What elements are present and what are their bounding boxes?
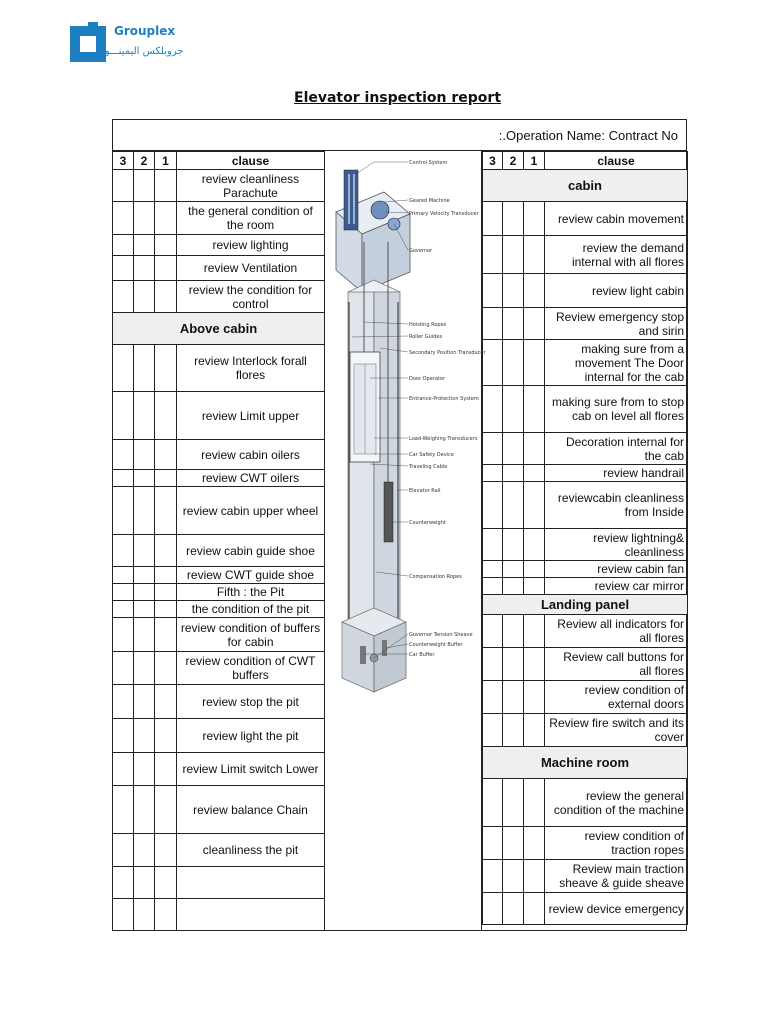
rating-cell-3[interactable] — [113, 786, 134, 834]
rating-cell-1[interactable] — [524, 681, 545, 714]
left-clause-text: review CWT guide shoe — [177, 567, 325, 584]
label-geared-machine: Geared Machine — [409, 198, 450, 204]
right-row — [483, 747, 688, 779]
cabinet-detail — [353, 174, 355, 224]
right-row — [483, 714, 688, 747]
rating-cell-3[interactable] — [483, 482, 503, 529]
rating-cell-2[interactable] — [134, 440, 155, 470]
left-row — [113, 584, 325, 601]
col-1-header: 1 — [155, 152, 177, 170]
rating-cell-1[interactable] — [524, 714, 545, 747]
rating-cell-3[interactable] — [483, 860, 503, 893]
rating-cell-2[interactable] — [134, 487, 155, 535]
label-tension-sheave: Governor Tension Sheave — [409, 632, 473, 638]
right-row — [483, 827, 688, 860]
rating-cell-1[interactable] — [155, 753, 177, 786]
label-control-system: Control System — [409, 160, 448, 166]
right-clause-text: review device emergency — [545, 893, 688, 925]
right-row — [483, 308, 688, 340]
left-row — [113, 202, 325, 235]
label-hoisting-ropes: Hoisting Ropes — [409, 322, 447, 328]
rating-cell-1[interactable] — [155, 834, 177, 867]
rating-cell-3[interactable] — [113, 281, 134, 313]
right-row — [483, 615, 688, 648]
rating-cell-1[interactable] — [155, 202, 177, 235]
rating-cell-1[interactable] — [155, 440, 177, 470]
rating-cell-2[interactable] — [503, 827, 524, 860]
left-row — [113, 281, 325, 313]
rating-cell-2[interactable] — [134, 256, 155, 281]
right-clause-table — [482, 151, 688, 925]
label-velocity-transducer: Primary Velocity Transducer — [409, 211, 479, 217]
rating-cell-2[interactable] — [134, 567, 155, 584]
operation-row — [112, 119, 687, 151]
rating-cell-3[interactable] — [113, 256, 134, 281]
rating-cell-1[interactable] — [155, 652, 177, 685]
rating-cell-3[interactable] — [483, 529, 503, 561]
rating-cell-2[interactable] — [134, 170, 155, 202]
rating-cell-1[interactable] — [524, 482, 545, 529]
label-door-operator: Door Operator — [409, 376, 445, 382]
col-2-header: 2 — [503, 152, 524, 170]
rating-cell-2[interactable] — [134, 584, 155, 601]
rating-cell-3[interactable] — [483, 615, 503, 648]
rating-cell-2[interactable] — [503, 433, 524, 465]
label-position-transducer: Secondary Position Transducer — [409, 350, 486, 356]
rating-cell-3[interactable] — [113, 345, 134, 392]
rating-cell-3[interactable] — [483, 236, 503, 274]
left-clause-text: review light the pit — [177, 719, 325, 753]
rating-cell-2[interactable] — [134, 899, 155, 931]
right-section-header: Landing panel — [483, 595, 688, 615]
label-car-buffer: Car Buffer — [409, 652, 435, 658]
left-row — [113, 440, 325, 470]
operation-label: :.Operation Name: Contract No — [498, 127, 678, 143]
left-row — [113, 256, 325, 281]
rating-cell-3[interactable] — [483, 893, 503, 925]
left-header-row — [113, 152, 325, 170]
left-clause-text: review cabin upper wheel — [177, 487, 325, 535]
rating-cell-1[interactable] — [155, 470, 177, 487]
left-clause-text — [177, 899, 325, 931]
rating-cell-2[interactable] — [134, 470, 155, 487]
rating-cell-3[interactable] — [113, 235, 134, 256]
right-clause-text: Review emergency stop and sirin — [545, 308, 688, 340]
right-row — [483, 595, 688, 615]
right-clause-text: review lightning& cleanliness — [545, 529, 688, 561]
rating-cell-2[interactable] — [503, 860, 524, 893]
left-clause-text: review CWT oilers — [177, 470, 325, 487]
rating-cell-3[interactable] — [483, 681, 503, 714]
rating-cell-1[interactable] — [524, 615, 545, 648]
left-clause-text: review Ventilation — [177, 256, 325, 281]
rating-cell-2[interactable] — [134, 202, 155, 235]
rating-cell-1[interactable] — [155, 281, 177, 313]
rating-cell-1[interactable] — [155, 170, 177, 202]
clause-header: clause — [545, 152, 688, 170]
rating-cell-1[interactable] — [155, 567, 177, 584]
left-clause-text: review Limit upper — [177, 392, 325, 440]
rating-cell-3[interactable] — [483, 648, 503, 681]
right-clause-text: reviewcabin cleanliness from Inside — [545, 482, 688, 529]
left-clause-text: review condition of buffers for cabin — [177, 618, 325, 652]
rating-cell-1[interactable] — [524, 340, 545, 386]
rating-cell-3[interactable] — [113, 170, 134, 202]
right-clause-text: Review all indicators for all flores — [545, 615, 688, 648]
rating-cell-2[interactable] — [134, 786, 155, 834]
rating-cell-1[interactable] — [155, 345, 177, 392]
right-row — [483, 779, 688, 827]
left-row — [113, 392, 325, 440]
rating-cell-1[interactable] — [524, 433, 545, 465]
rating-cell-3[interactable] — [483, 274, 503, 308]
rating-cell-3[interactable] — [483, 561, 503, 578]
rating-cell-2[interactable] — [503, 893, 524, 925]
right-row — [483, 170, 688, 202]
rating-cell-1[interactable] — [155, 899, 177, 931]
left-clause-text: review condition of CWT buffers — [177, 652, 325, 685]
right-clause-text: review the demand internal with all flores — [545, 236, 688, 274]
rating-cell-1[interactable] — [524, 860, 545, 893]
right-row — [483, 648, 688, 681]
rating-cell-1[interactable] — [524, 779, 545, 827]
rating-cell-2[interactable] — [503, 578, 524, 595]
right-clause-text: review light cabin — [545, 274, 688, 308]
left-row — [113, 487, 325, 535]
right-clause-text: review condition of external doors — [545, 681, 688, 714]
rating-cell-1[interactable] — [155, 685, 177, 719]
rating-cell-1[interactable] — [524, 827, 545, 860]
rating-cell-2[interactable] — [503, 274, 524, 308]
left-row — [113, 899, 325, 931]
label-counterweight: Counterweight — [409, 520, 446, 526]
rating-cell-1[interactable] — [524, 236, 545, 274]
right-section-header: cabin — [483, 170, 688, 202]
right-row — [483, 860, 688, 893]
label-traveling-cable: Traveling Cable — [409, 464, 448, 470]
label-compensation-ropes: Compensation Ropes — [409, 574, 462, 580]
right-clause-text: Decoration internal for the cab — [545, 433, 688, 465]
rating-cell-3[interactable] — [483, 308, 503, 340]
label-load-weighing: Load-Weighing Transducers — [409, 436, 478, 442]
rating-cell-2[interactable] — [134, 535, 155, 567]
left-clause-text: review the condition for control — [177, 281, 325, 313]
control-cabinet-shape — [344, 170, 358, 230]
left-clause-text: review cabin oilers — [177, 440, 325, 470]
rating-cell-2[interactable] — [134, 601, 155, 618]
logo-name-en: Grouplex — [114, 24, 176, 38]
right-clause-text: making sure from to stop cab on level all flores — [545, 386, 688, 433]
left-row — [113, 313, 325, 345]
rating-cell-2[interactable] — [503, 236, 524, 274]
rating-cell-2[interactable] — [503, 529, 524, 561]
rating-cell-3[interactable] — [483, 779, 503, 827]
col-2-header: 2 — [134, 152, 155, 170]
rating-cell-1[interactable] — [524, 386, 545, 433]
left-clause-text — [177, 867, 325, 899]
left-clause-text: cleanliness the pit — [177, 834, 325, 867]
rating-cell-3[interactable] — [113, 487, 134, 535]
rating-cell-2[interactable] — [503, 648, 524, 681]
rating-cell-3[interactable] — [113, 202, 134, 235]
left-row — [113, 685, 325, 719]
rating-cell-3[interactable] — [483, 433, 503, 465]
rating-cell-2[interactable] — [503, 482, 524, 529]
left-clause-text: review stop the pit — [177, 685, 325, 719]
right-clause-text: Review main traction sheave & guide sheave — [545, 860, 688, 893]
left-clause-text: review cleanliness Parachute — [177, 170, 325, 202]
rating-cell-2[interactable] — [503, 561, 524, 578]
col-3-header: 3 — [483, 152, 503, 170]
rating-cell-1[interactable] — [155, 235, 177, 256]
left-clause-table — [112, 151, 325, 931]
rating-cell-2[interactable] — [134, 867, 155, 899]
rating-cell-2[interactable] — [503, 779, 524, 827]
left-section-header: Above cabin — [113, 313, 325, 345]
left-row — [113, 535, 325, 567]
left-clause-text: review balance Chain — [177, 786, 325, 834]
right-section-header: Machine room — [483, 747, 688, 779]
left-row — [113, 170, 325, 202]
rating-cell-3[interactable] — [113, 392, 134, 440]
rating-cell-3[interactable] — [113, 753, 134, 786]
rating-cell-1[interactable] — [524, 465, 545, 482]
elevator-diagram — [334, 152, 486, 712]
rating-cell-3[interactable] — [113, 584, 134, 601]
right-clause-text: Review fire switch and its cover — [545, 714, 688, 747]
left-row — [113, 719, 325, 753]
label-governor: Governor — [409, 248, 433, 254]
rating-cell-2[interactable] — [134, 235, 155, 256]
logo-mark-icon — [70, 20, 110, 66]
left-row — [113, 652, 325, 685]
rating-cell-3[interactable] — [113, 867, 134, 899]
rating-cell-2[interactable] — [134, 719, 155, 753]
rating-cell-3[interactable] — [113, 719, 134, 753]
right-row — [483, 681, 688, 714]
left-clause-text: review Limit switch Lower — [177, 753, 325, 786]
rating-cell-3[interactable] — [113, 567, 134, 584]
right-row — [483, 274, 688, 308]
label-entrance-protection: Entrance-Protection System — [409, 396, 479, 402]
document-title: Elevator inspection report — [294, 90, 502, 106]
rating-cell-3[interactable] — [483, 340, 503, 386]
right-clause-text: review condition of traction ropes — [545, 827, 688, 860]
right-clause-text: Review call buttons for all flores — [545, 648, 688, 681]
rating-cell-1[interactable] — [155, 618, 177, 652]
rating-cell-3[interactable] — [113, 899, 134, 931]
rating-cell-2[interactable] — [503, 714, 524, 747]
rating-cell-2[interactable] — [134, 618, 155, 652]
rating-cell-1[interactable] — [524, 529, 545, 561]
rating-cell-3[interactable] — [113, 618, 134, 652]
rating-cell-3[interactable] — [113, 834, 134, 867]
counterweight-shape — [384, 482, 393, 542]
left-row — [113, 470, 325, 487]
rating-cell-2[interactable] — [503, 386, 524, 433]
rating-cell-1[interactable] — [155, 584, 177, 601]
left-row — [113, 567, 325, 584]
rating-cell-1[interactable] — [524, 893, 545, 925]
rating-cell-1[interactable] — [155, 487, 177, 535]
left-clause-text: Fifth : the Pit — [177, 584, 325, 601]
rating-cell-3[interactable] — [483, 386, 503, 433]
right-row — [483, 202, 688, 236]
rating-cell-2[interactable] — [503, 681, 524, 714]
rating-cell-2[interactable] — [134, 652, 155, 685]
label-car-safety: Car Safety Device — [409, 452, 454, 458]
left-clause-text: review cabin guide shoe — [177, 535, 325, 567]
left-row — [113, 601, 325, 618]
rating-cell-3[interactable] — [113, 685, 134, 719]
right-row — [483, 893, 688, 925]
right-clause-text: review cabin movement — [545, 202, 688, 236]
right-clause-text: making sure from a movement The Door internal for the cab — [545, 340, 688, 386]
col-1-header: 1 — [524, 152, 545, 170]
rating-cell-1[interactable] — [524, 648, 545, 681]
rating-cell-1[interactable] — [524, 561, 545, 578]
right-row — [483, 561, 688, 578]
left-row — [113, 867, 325, 899]
rating-cell-1[interactable] — [155, 256, 177, 281]
logo-name-ar: جروبلكس اليمينـــور — [100, 46, 184, 57]
clause-header: clause — [177, 152, 325, 170]
rating-cell-3[interactable] — [113, 535, 134, 567]
rating-cell-1[interactable] — [155, 535, 177, 567]
rating-cell-2[interactable] — [134, 392, 155, 440]
rating-cell-1[interactable] — [524, 202, 545, 236]
rating-cell-2[interactable] — [134, 834, 155, 867]
rating-cell-1[interactable] — [524, 274, 545, 308]
rating-cell-3[interactable] — [113, 470, 134, 487]
left-clause-text: review lighting — [177, 235, 325, 256]
left-clause-text: review Interlock forall flores — [177, 345, 325, 392]
rating-cell-2[interactable] — [503, 202, 524, 236]
left-clause-text: the general condition of the room — [177, 202, 325, 235]
label-elevator-rail: Elevator Rail — [409, 488, 441, 494]
left-row — [113, 235, 325, 256]
geared-machine-shape — [371, 201, 389, 219]
label-cwt-buffer: Counterweight Buffer — [409, 642, 463, 648]
rating-cell-1[interactable] — [155, 601, 177, 618]
left-row — [113, 345, 325, 392]
right-row — [483, 465, 688, 482]
left-row — [113, 786, 325, 834]
rating-cell-3[interactable] — [113, 440, 134, 470]
col-3-header: 3 — [113, 152, 134, 170]
rating-cell-1[interactable] — [155, 392, 177, 440]
right-row — [483, 386, 688, 433]
right-clause-text: review the general condition of the machine — [545, 779, 688, 827]
right-header-row — [483, 152, 688, 170]
rating-cell-3[interactable] — [113, 652, 134, 685]
rating-cell-1[interactable] — [155, 786, 177, 834]
rating-cell-3[interactable] — [483, 827, 503, 860]
right-clause-text: review cabin fan — [545, 561, 688, 578]
left-row — [113, 618, 325, 652]
label-roller-guides: Roller Guides — [409, 334, 443, 340]
rating-cell-3[interactable] — [483, 202, 503, 236]
right-row — [483, 433, 688, 465]
left-row — [113, 834, 325, 867]
rating-cell-2[interactable] — [134, 345, 155, 392]
rating-cell-2[interactable] — [134, 281, 155, 313]
car-buffer-shape — [360, 646, 366, 664]
right-clause-text: review car mirror — [545, 578, 688, 595]
rating-cell-1[interactable] — [155, 867, 177, 899]
rating-cell-2[interactable] — [503, 465, 524, 482]
company-logo — [70, 20, 210, 68]
right-clause-text: review handrail — [545, 465, 688, 482]
rating-cell-2[interactable] — [134, 753, 155, 786]
rating-cell-2[interactable] — [503, 308, 524, 340]
rating-cell-3[interactable] — [483, 714, 503, 747]
right-row — [483, 529, 688, 561]
left-row — [113, 753, 325, 786]
rating-cell-3[interactable] — [483, 578, 503, 595]
right-row — [483, 482, 688, 529]
rating-cell-3[interactable] — [113, 601, 134, 618]
rating-cell-1[interactable] — [524, 578, 545, 595]
cabinet-detail — [348, 174, 350, 224]
rating-cell-2[interactable] — [503, 340, 524, 386]
right-row — [483, 236, 688, 274]
right-row — [483, 340, 688, 386]
rating-cell-3[interactable] — [483, 465, 503, 482]
left-clause-text: the condition of the pit — [177, 601, 325, 618]
rating-cell-1[interactable] — [155, 719, 177, 753]
rating-cell-2[interactable] — [503, 615, 524, 648]
rating-cell-1[interactable] — [524, 308, 545, 340]
rating-cell-2[interactable] — [134, 685, 155, 719]
right-row — [483, 578, 688, 595]
